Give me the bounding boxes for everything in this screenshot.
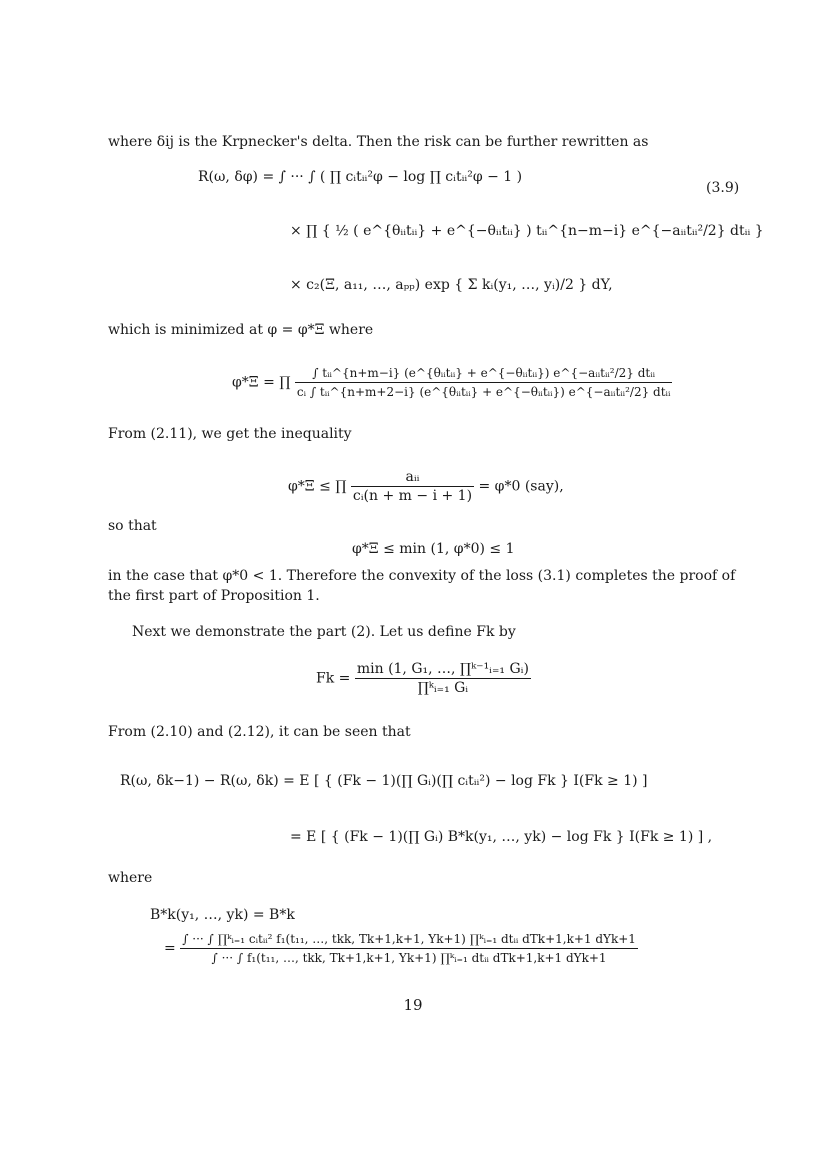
intro-text: where δij is the Krpnecker's delta. Then the risk can be further rewritten as [108,134,649,150]
phi-star-fraction [295,364,672,401]
inequality-rhs: = φ*0 (say), [478,478,564,495]
risk-line2: = E [ { (Fk − 1)(∏ Gᵢ) B*k(y₁, …, yk) − log Fk } I(Fk ≥ 1) ] , [290,829,713,845]
next-text: Next we demonstrate the part (2). Let us define Fk by [132,624,516,640]
phi-star-numerator: ∫ tᵢᵢ^{n+m−i} (e^{θᵢᵢtᵢᵢ} + e^{−θᵢᵢtᵢᵢ}) e^{−aᵢᵢtᵢᵢ²/2} dtᵢᵢ [295,364,672,383]
inequality-denominator: cᵢ(n + m − i + 1) [352,488,473,504]
bk-denominator: ∫ ··· ∫ f₁(t₁₁, …, tkk, Tk+1,k+1, Yk+1) ∏ᵏᵢ₌₁ dtᵢᵢ dTk+1,k+1 dYk+1 [211,951,607,965]
fk-fraction [355,660,531,697]
bk-equation: = ∫ ··· ∫ ∏ᵏᵢ₌₁ cᵢtᵢᵢ² f₁(t₁₁, …, tkk, Tk+1,k+1, Yk+1) ∏ᵏᵢ₌₁ dtᵢᵢ dTk+1,k+1 dYk+1 ∫ ··· ∫ f₁(t₁₁, …, tkk, Tk+1,k+1, Yk+1) ∏ᵏᵢ₌₁ dtᵢᵢ dTk+1,k+1 dYk+1 [164,932,636,965]
bk-line1: B*k(y₁, …, yk) = B*k [150,907,295,923]
minimized-text: which is minimized at φ = φ*Ξ where [108,322,374,338]
risk-line1: R(ω, δk−1) − R(ω, δk) = E [ { (Fk − 1)(∏ Gᵢ)(∏ cᵢtᵢᵢ²) − log Fk } I(Fk ≥ 1) ] [120,773,648,789]
eq39-line1: R(ω, δφ) = ∫ ··· ∫ ( ∏ cᵢtᵢᵢ²φ − log ∏ cᵢtᵢᵢ²φ − 1 ) [198,169,523,185]
page-number: 19 [403,996,423,1014]
inequality-equation [288,468,564,505]
min-inequality: φ*Ξ ≤ min (1, φ*0) ≤ 1 [352,541,515,557]
convexity-text: in the case that φ*0 < 1. Therefore the convexity of the loss (3.1) completes the proof of the first part of Proposition 1. [108,568,736,604]
phi-star-lhs: φ*Ξ = ∏ [232,374,291,391]
fk-equation [316,660,531,697]
phi-star-denominator: cᵢ ∫ tᵢᵢ^{n+m+2−i} (e^{θᵢᵢtᵢᵢ} + e^{−θᵢᵢtᵢᵢ}) e^{−aᵢᵢtᵢᵢ²/2} dtᵢᵢ [296,385,671,399]
bk-fraction [180,930,638,967]
inequality-lhs: φ*Ξ ≤ ∏ [288,478,347,495]
bk-numerator: ∫ ··· ∫ ∏ᵏᵢ₌₁ cᵢtᵢᵢ² f₁(t₁₁, …, tkk, Tk+1,k+1, Yk+1) ∏ᵏᵢ₌₁ dtᵢᵢ dTk+1,k+1 dYk+1 [180,930,638,949]
eq39-line3: × c₂(Ξ, a₁₁, …, aₚₚ) exp { Σ kᵢ(y₁, …, yᵢ)/2 } dY, [290,277,613,293]
fk-lhs: Fk = [316,670,351,687]
fk-numerator: min (1, G₁, …, ∏ᵏ⁻¹ᵢ₌₁ Gᵢ) [356,661,529,677]
where-text: where [108,870,153,886]
from210-text: From (2.10) and (2.12), it can be seen that [108,724,411,740]
eq39-number: (3.9) [706,180,740,196]
eq39-line2: × ∏ { ½ ( e^{θᵢᵢtᵢᵢ} + e^{−θᵢᵢtᵢᵢ} ) tᵢᵢ^{n−m−i} e^{−aᵢᵢtᵢᵢ²/2} dtᵢᵢ } [290,223,764,239]
fk-denominator: ∏ᵏᵢ₌₁ Gᵢ [417,680,469,696]
inequality-numerator: aᵢᵢ [351,468,474,487]
from211-text: From (2.11), we get the inequality [108,426,352,442]
sothat-text: so that [108,518,157,534]
phi-star-equation [232,364,672,401]
inequality-fraction [351,468,474,505]
